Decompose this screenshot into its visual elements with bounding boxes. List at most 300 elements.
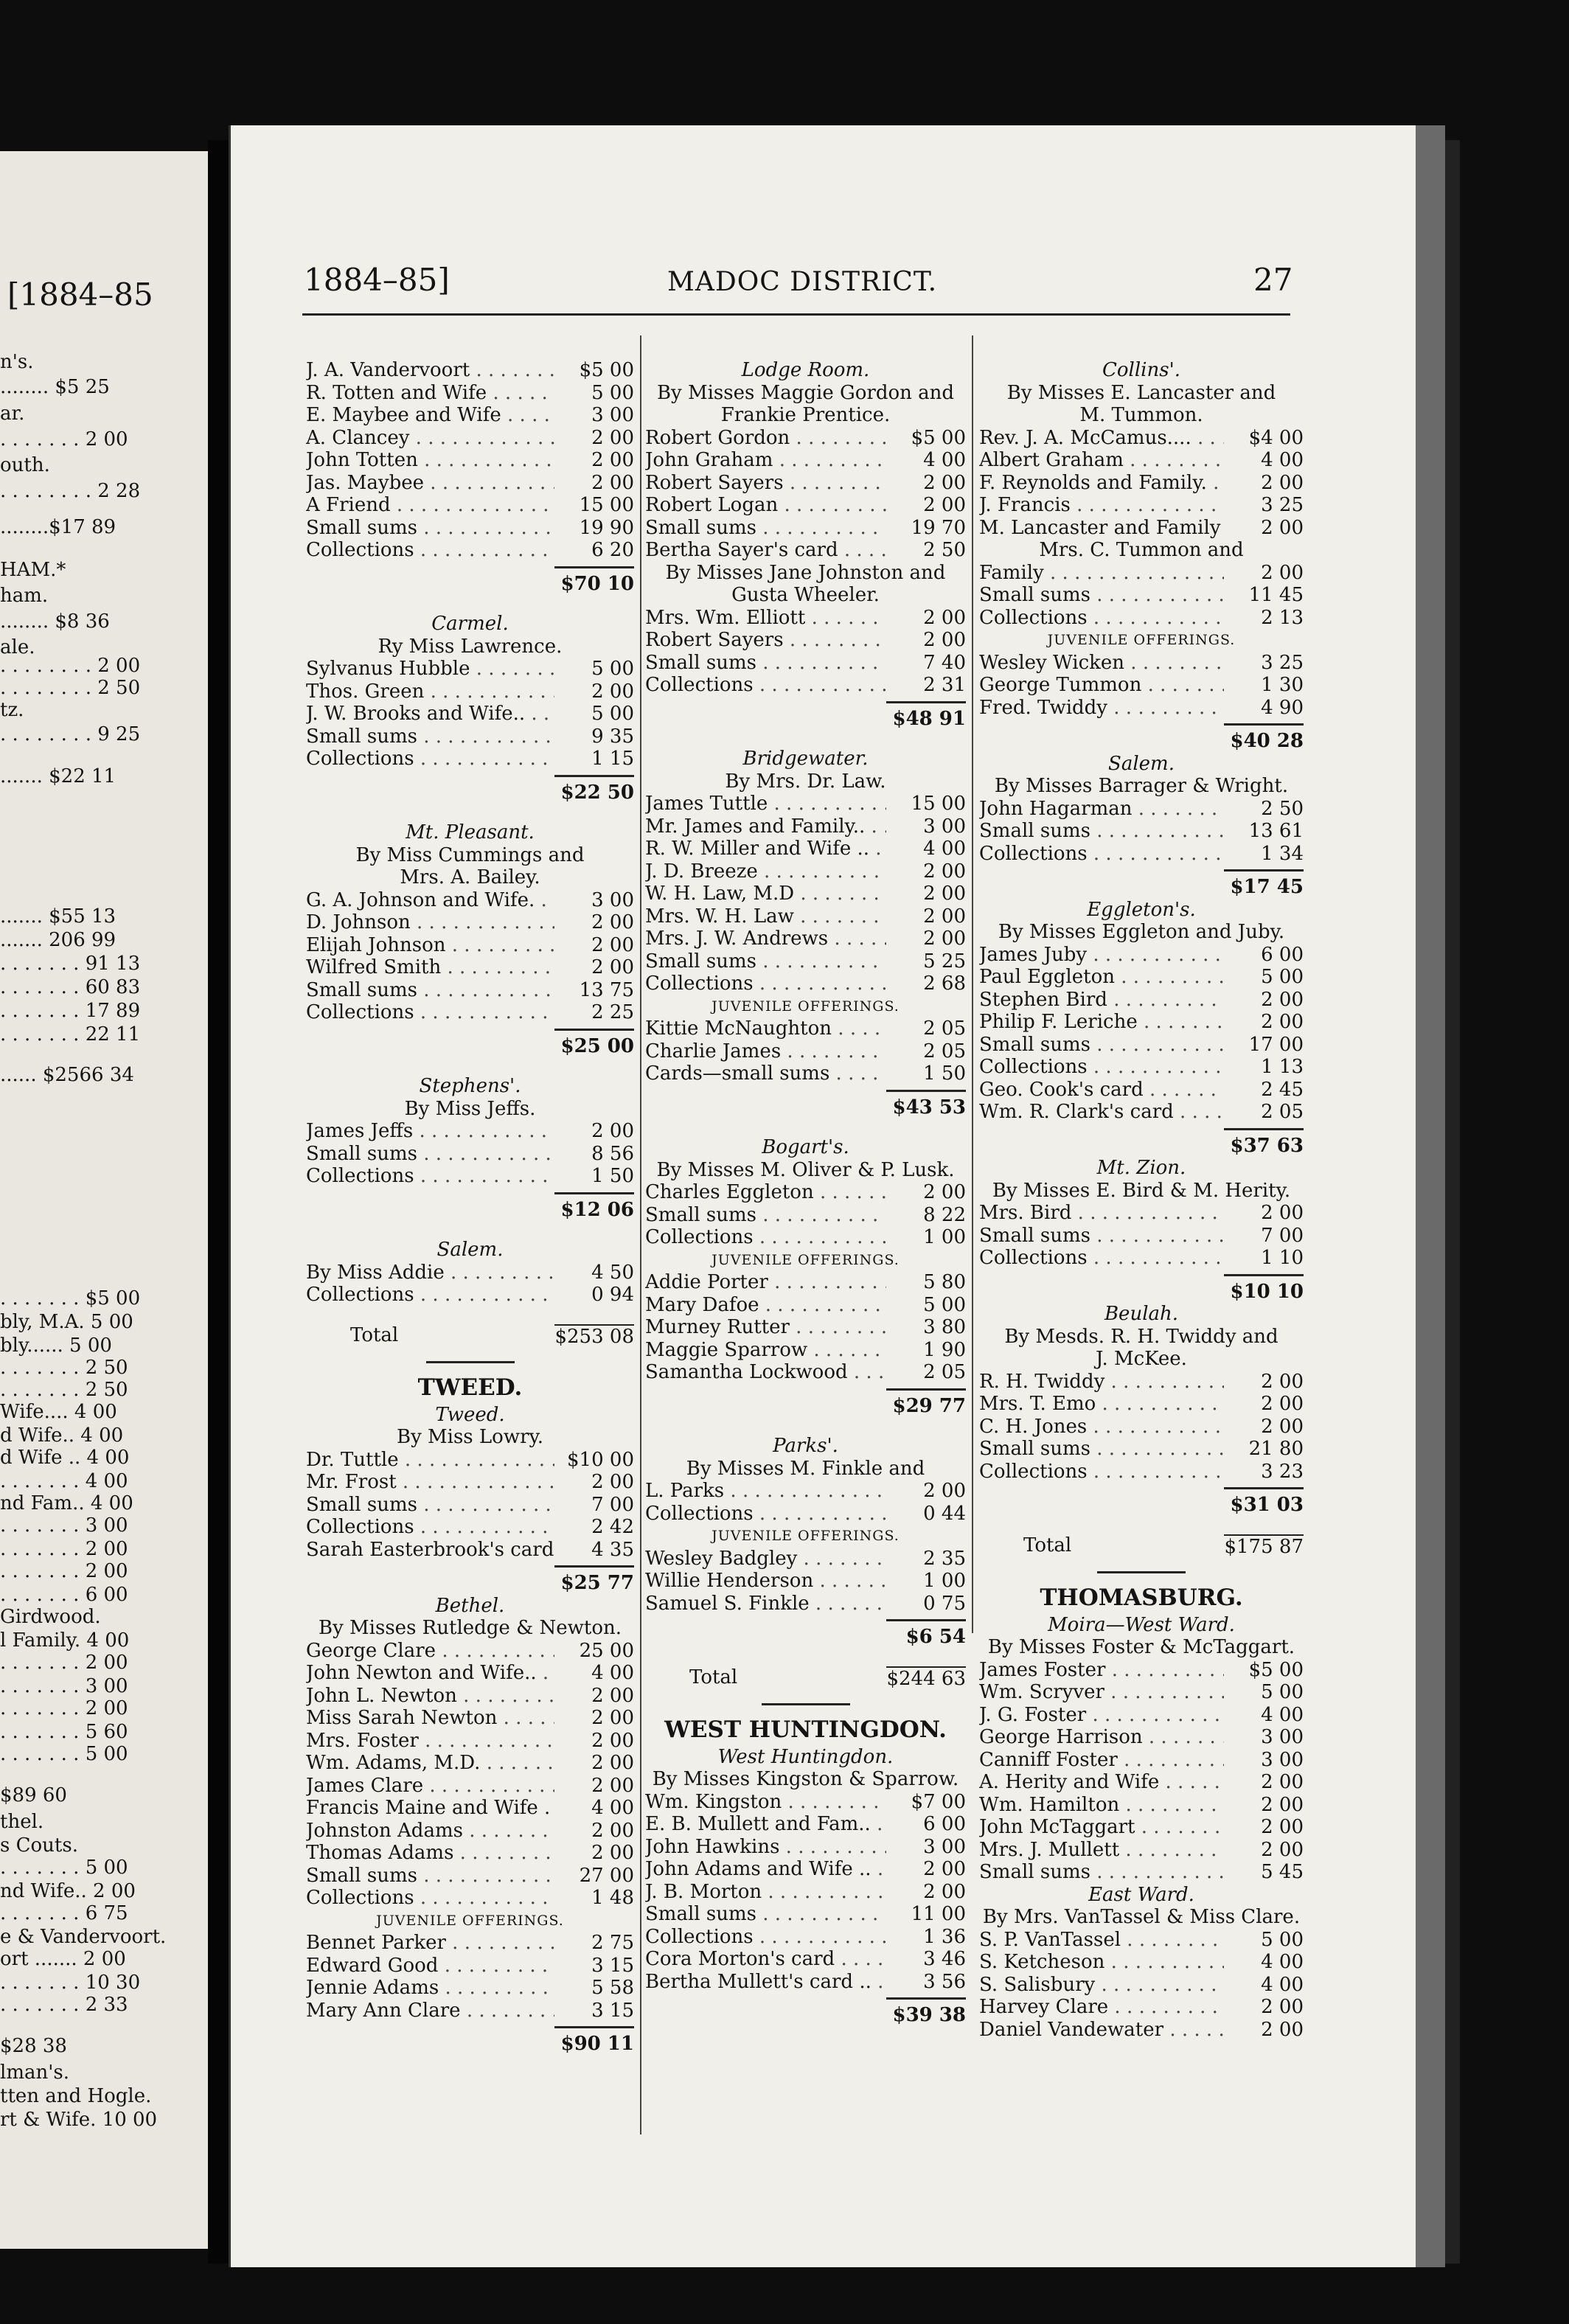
donation-amount: 6 00 xyxy=(1261,943,1304,966)
subtotal xyxy=(979,1270,1304,1304)
left-page-line: . . . . . . . 60 83 xyxy=(0,976,141,998)
ledger-entry xyxy=(979,652,1304,675)
place-heading: Salem. xyxy=(436,1239,504,1261)
donation-amount: 3 00 xyxy=(1261,1726,1304,1748)
donor-name: Collections . . . xyxy=(306,1284,554,1307)
donor-name: Mrs. J. W. Andrews . . . xyxy=(645,928,886,950)
donation-amount: 4 00 xyxy=(1261,1973,1304,1996)
left-page-line: $28 38 xyxy=(0,2035,67,2057)
ledger-entry xyxy=(979,1951,1304,1974)
ledger-entry xyxy=(979,1461,1304,1483)
ledger-entry xyxy=(645,1836,966,1859)
donor-name: C. H. Jones . . . xyxy=(979,1416,1224,1438)
donation-amount: 2 00 xyxy=(1261,1816,1304,1838)
ledger-entry xyxy=(306,726,634,748)
place-heading: Salem. xyxy=(1108,752,1175,775)
donor-name: Small sums . . . xyxy=(979,1861,1224,1884)
left-page-line: . . . . . . . 2 00 xyxy=(0,428,128,450)
ledger-entry xyxy=(979,2019,1304,2042)
donor-name: James Clare . . . xyxy=(306,1775,554,1798)
donor-name: A. Clancey . . . xyxy=(306,427,554,450)
ledger-entry xyxy=(979,966,1304,989)
juvenile-offerings-heading: JUVENILE OFFERINGS. xyxy=(712,1251,900,1268)
ledger-entry xyxy=(645,539,966,562)
ledger-entry xyxy=(645,883,966,905)
ledger-entry xyxy=(979,1771,1304,1794)
subtotal xyxy=(979,1483,1304,1517)
donor-name: Mary Dafoe . . . xyxy=(645,1294,886,1317)
subtotal-amount: $6 54 xyxy=(886,1619,966,1649)
ledger-entry xyxy=(645,1040,966,1063)
donor-name: Mrs. Wm. Elliott . . . xyxy=(645,607,886,630)
left-page-line: e & Vandervoort. xyxy=(0,1926,167,1948)
donation-amount: 2 00 xyxy=(923,629,966,651)
donation-amount: 5 45 xyxy=(1261,1861,1304,1883)
left-page-line: $89 60 xyxy=(0,1784,67,1806)
donation-amount: 0 75 xyxy=(923,1592,966,1615)
donor-name: Robert Logan . . . xyxy=(645,494,886,517)
ledger-entry xyxy=(979,584,1304,607)
subtotal-amount: $31 03 xyxy=(1224,1487,1304,1517)
donor-name: Mrs. T. Emo . . . xyxy=(979,1393,1224,1416)
donation-amount: $4 00 xyxy=(1248,426,1304,449)
page-edge xyxy=(1416,125,1445,2267)
left-page-line: bly, M.A. 5 00 xyxy=(0,1311,133,1333)
spacer xyxy=(645,1649,966,1666)
ledger-entry xyxy=(306,1887,634,1910)
ledger-entry xyxy=(306,1865,634,1888)
donor-name: Mr. Frost . . . xyxy=(306,1471,554,1494)
donor-name: Small sums . . . xyxy=(306,1143,554,1166)
donation-amount: 7 40 xyxy=(923,651,966,674)
donor-name: James Juby . . . xyxy=(979,944,1224,967)
donor-name: Wesley Wicken . . . xyxy=(979,652,1224,675)
ledger-entry xyxy=(979,1034,1304,1057)
donation-amount: 2 00 xyxy=(923,1858,966,1880)
left-page-line: . . . . . . . 4 00 xyxy=(0,1470,128,1492)
page-header-title: MADOC DISTRICT. xyxy=(667,267,938,297)
collector-line: By Misses M. Finkle and xyxy=(686,1457,925,1480)
spacer xyxy=(306,1057,634,1075)
ledger-entry xyxy=(645,607,966,630)
donor-name: S. Ketcheson . . . xyxy=(979,1951,1224,1974)
ledger-entry xyxy=(306,449,634,472)
left-page-line: . . . . . . . 10 30 xyxy=(0,1972,141,1994)
total-label: Total xyxy=(350,1323,399,1346)
donation-amount: 19 70 xyxy=(911,516,966,539)
place-heading: Bethel. xyxy=(435,1594,505,1617)
donation-amount: 2 00 xyxy=(591,426,634,449)
collector-line: By Miss Lowry. xyxy=(396,1426,544,1448)
collector-line: Ry Miss Lawrence. xyxy=(378,635,563,658)
subtotal xyxy=(645,697,966,731)
left-page-line: . . . . . . . 3 00 xyxy=(0,1675,128,1697)
donation-amount: 4 00 xyxy=(923,449,966,471)
donor-name: Small sums . . . xyxy=(645,517,886,540)
donation-amount: 9 35 xyxy=(591,725,634,748)
juvenile-offerings-heading: JUVENILE OFFERINGS. xyxy=(712,998,900,1015)
donor-name: Small sums . . . xyxy=(645,652,886,675)
place-heading: West Huntingdon. xyxy=(717,1745,894,1768)
ledger-entry xyxy=(645,1062,966,1085)
donor-name: D. Johnson . . . xyxy=(306,911,554,934)
donor-name: Robert Sayers . . . xyxy=(645,472,886,495)
subtotal xyxy=(645,1615,966,1649)
total-label: Total xyxy=(689,1666,738,1688)
left-page-line: . . . . . . . . 9 25 xyxy=(0,723,141,745)
donor-name: Mr. James and Family.. . . . xyxy=(645,815,886,838)
ledger-entry xyxy=(979,607,1304,630)
juvenile-offerings-heading: JUVENILE OFFERINGS. xyxy=(1047,632,1236,648)
collector-line: By Misses E. Lancaster and xyxy=(1006,381,1276,404)
donor-name: John Hawkins . . . xyxy=(645,1836,886,1859)
ledger-entry xyxy=(306,2000,634,2022)
left-page-line: ...... $2566 34 xyxy=(0,1064,134,1086)
donation-amount: 2 00 xyxy=(923,471,966,494)
donation-amount: $7 00 xyxy=(911,1790,966,1813)
donation-amount: 1 90 xyxy=(923,1338,966,1361)
page-edge-shadow xyxy=(1445,140,1460,2264)
left-page-line: . . . . . . . 5 60 xyxy=(0,1721,128,1743)
donor-name: Collections . . . xyxy=(979,1056,1224,1079)
donor-name: J. G. Foster . . . xyxy=(979,1704,1224,1727)
donor-name: Philip F. Leriche . . . xyxy=(979,1011,1224,1034)
donor-name: Francis Maine and Wife . . . . xyxy=(306,1797,554,1820)
collector-line: By Mrs. Dr. Law. xyxy=(725,770,886,793)
left-page-line: ale. xyxy=(0,636,35,658)
spacer xyxy=(306,804,634,821)
donation-amount: 2 00 xyxy=(591,471,634,494)
donation-amount: 5 00 xyxy=(591,658,634,680)
left-page-line: . . . . . . . . 2 28 xyxy=(0,480,141,502)
ledger-entry xyxy=(645,1204,966,1227)
donor-name: Rev. J. A. McCamus.... . . . xyxy=(979,427,1224,450)
ledger-entry xyxy=(306,703,634,726)
collector-line: By Mesds. R. H. Twiddy and xyxy=(1004,1325,1278,1348)
donation-amount: 1 30 xyxy=(1261,674,1304,696)
ledger-entry xyxy=(979,820,1304,843)
ledger-entry xyxy=(306,889,634,912)
donor-name: Small sums . . . xyxy=(979,584,1224,607)
donation-amount: 2 00 xyxy=(1261,1838,1304,1861)
subtotal xyxy=(645,1384,966,1418)
donor-name: Geo. Cook's card . . . xyxy=(979,1079,1224,1102)
donation-amount: 4 00 xyxy=(591,1797,634,1819)
donation-amount: 5 00 xyxy=(923,1293,966,1316)
donation-amount: 2 25 xyxy=(591,1001,634,1023)
donation-amount: 2 05 xyxy=(923,1040,966,1062)
subtotal-amount: $25 00 xyxy=(554,1029,634,1058)
ledger-entry xyxy=(306,1494,634,1517)
donation-amount: 4 00 xyxy=(1261,1703,1304,1726)
ledger-entry xyxy=(645,427,966,450)
ledger-entry xyxy=(306,1685,634,1708)
donor-name: A. Herity and Wife . . . xyxy=(979,1771,1224,1794)
donor-name: John Adams and Wife .. . . . xyxy=(645,1858,886,1881)
juvenile-offerings-heading: JUVENILE OFFERINGS. xyxy=(376,1912,564,1929)
donor-name: George Clare . . . xyxy=(306,1640,554,1663)
donation-amount: 6 20 xyxy=(591,539,634,561)
collector-line: Mrs. A. Bailey. xyxy=(400,866,540,888)
donation-amount: 2 00 xyxy=(1261,516,1304,539)
donation-amount: 4 90 xyxy=(1261,696,1304,719)
donor-name: Wesley Badgley . . . xyxy=(645,1548,886,1570)
ledger-entry xyxy=(306,1262,634,1284)
donor-name: Thos. Green . . . xyxy=(306,681,554,703)
ledger-entry xyxy=(979,843,1304,866)
left-page-line: lman's. xyxy=(0,2062,69,2084)
ledger-entry xyxy=(979,1438,1304,1461)
donation-amount: 2 00 xyxy=(591,1774,634,1797)
donor-name: Small sums . . . xyxy=(645,950,886,973)
donation-amount: 2 00 xyxy=(1261,1393,1304,1415)
donor-name: Small sums . . . xyxy=(979,820,1224,843)
donor-name: John Totten . . . xyxy=(306,449,554,472)
ledger-entry xyxy=(306,1797,634,1820)
ledger-entry xyxy=(645,1570,966,1593)
donor-name: Sarah Easterbrook's card . . . xyxy=(306,1539,554,1562)
subtotal-amount: $25 77 xyxy=(554,1565,634,1595)
left-page-line: ........ $8 36 xyxy=(0,610,110,633)
donation-amount: 2 45 xyxy=(1261,1078,1304,1101)
spacer xyxy=(306,1221,634,1239)
ledger-entry xyxy=(979,1393,1304,1416)
left-page-line: ar. xyxy=(0,403,25,425)
donor-name: Mrs. W. H. Law . . . xyxy=(645,905,886,928)
donation-amount: 2 00 xyxy=(923,860,966,883)
ledger-entry xyxy=(306,979,634,1002)
ledger-entry xyxy=(306,1449,634,1472)
ledger-entry xyxy=(645,1503,966,1525)
donation-amount: 2 00 xyxy=(1261,1771,1304,1793)
book-gutter xyxy=(208,140,229,2264)
place-heading: Mt. Pleasant. xyxy=(406,821,535,843)
ledger-entry xyxy=(645,973,966,995)
donation-amount: 7 00 xyxy=(1261,1224,1304,1247)
ledger-entry xyxy=(306,1143,634,1166)
left-page-line: ....... $55 13 xyxy=(0,905,116,928)
place-heading: Lodge Room. xyxy=(741,359,870,381)
donation-amount: 2 50 xyxy=(923,539,966,561)
donor-name: Bennet Parker . . . xyxy=(306,1932,554,1955)
donor-name: Mrs. Foster . . . xyxy=(306,1730,554,1753)
ledger-entry xyxy=(306,1284,634,1307)
donation-amount: 2 00 xyxy=(591,449,634,471)
donation-amount: 3 15 xyxy=(591,1954,634,1977)
subtotal xyxy=(645,1085,966,1119)
donor-name: Daniel Vandewater . . . xyxy=(979,2019,1224,2042)
spacer xyxy=(306,1307,634,1324)
ledger-entry xyxy=(645,1791,966,1814)
donor-name: W. H. Law, M.D . . . xyxy=(645,883,886,905)
place-heading: Stephens'. xyxy=(419,1075,521,1097)
donor-name: John Newton and Wife.. . . . xyxy=(306,1662,554,1685)
place-heading: Mt. Zion. xyxy=(1096,1157,1186,1179)
donation-amount: 2 00 xyxy=(1261,1793,1304,1816)
left-page-line: . . . . . . . 6 75 xyxy=(0,1902,128,1924)
ledger-entry xyxy=(645,793,966,815)
donation-amount: 2 00 xyxy=(591,1684,634,1707)
donor-name: R. W. Miller and Wife .. . . . xyxy=(645,838,886,860)
donor-name: By Miss Addie . . . xyxy=(306,1262,554,1284)
left-page-line: . . . . . . . 2 00 xyxy=(0,1538,128,1560)
donor-name: Wilfred Smith . . . xyxy=(306,956,554,979)
collector-line: By Miss Cummings and xyxy=(355,843,585,866)
ledger-entry xyxy=(979,1247,1304,1270)
ledger-entry xyxy=(306,1662,634,1685)
ledger-entry xyxy=(645,838,966,860)
left-page-line: nd Wife.. 2 00 xyxy=(0,1880,136,1902)
collector-line: By Misses M. Oliver & P. Lusk. xyxy=(656,1158,955,1181)
donation-amount: 2 05 xyxy=(923,1361,966,1383)
donor-name: Collections . . . xyxy=(306,748,554,770)
ledger-entry xyxy=(306,1001,634,1024)
ledger-entry xyxy=(306,1730,634,1753)
ledger-entry xyxy=(979,1659,1304,1682)
donor-name: J. B. Morton . . . xyxy=(645,1881,886,1904)
ledger-entry xyxy=(645,1226,966,1249)
donation-amount: 0 94 xyxy=(591,1284,634,1306)
ledger-entry xyxy=(979,1704,1304,1727)
donation-amount: 11 00 xyxy=(911,1903,966,1925)
donor-name: Wm. Scryver . . . xyxy=(979,1681,1224,1704)
donor-name: Small sums . . . xyxy=(306,1865,554,1888)
donation-amount: 2 35 xyxy=(923,1547,966,1570)
donor-name: J. W. Brooks and Wife.. . . . xyxy=(306,703,554,726)
total-amount: $244 63 xyxy=(886,1667,966,1690)
ledger-entry xyxy=(645,1926,966,1949)
left-page-line: n's. xyxy=(0,351,34,373)
ledger-column-2 xyxy=(645,359,966,2027)
donor-name: Jennie Adams . . . xyxy=(306,1977,554,2000)
donor-name: Jas. Maybee . . . xyxy=(306,472,554,495)
donor-name: Small sums . . . xyxy=(979,1225,1224,1248)
ledger-entry xyxy=(979,1202,1304,1225)
left-page-line: s Couts. xyxy=(0,1834,78,1857)
donor-name: Collections . . . xyxy=(979,843,1224,866)
ledger-entry xyxy=(645,472,966,495)
collector-line: By Misses Kingston & Sparrow. xyxy=(652,1768,959,1790)
ledger-entry xyxy=(979,674,1304,697)
ledger-entry xyxy=(645,449,966,472)
ledger-entry xyxy=(979,697,1304,720)
subtotal-amount: $40 28 xyxy=(1224,723,1304,753)
left-page-line: . . . . . . . 2 00 xyxy=(0,1652,128,1674)
ledger-entry xyxy=(306,658,634,681)
donor-name: John L. Newton . . . xyxy=(306,1685,554,1708)
left-page-line: tten and Hogle. xyxy=(0,2085,152,2107)
ledger-entry xyxy=(979,1416,1304,1438)
donation-amount: 2 00 xyxy=(591,1471,634,1493)
left-page-line: . . . . . . . 17 89 xyxy=(0,1000,141,1022)
left-page-line: thel. xyxy=(0,1811,44,1833)
donor-name: Family . . . xyxy=(979,562,1224,585)
page-header-year: 1884–85] xyxy=(304,262,450,298)
ledger-entry xyxy=(979,517,1304,540)
ledger-entry xyxy=(979,1101,1304,1124)
donation-amount: 15 00 xyxy=(911,793,966,815)
donation-amount: 3 25 xyxy=(1261,651,1304,674)
donation-amount: 5 25 xyxy=(923,950,966,973)
donor-name: James Jeffs . . . xyxy=(306,1120,554,1143)
donation-amount: 1 00 xyxy=(923,1570,966,1592)
ledger-entry xyxy=(979,1794,1304,1817)
total-label: Total xyxy=(1023,1534,1072,1556)
donation-amount: 2 00 xyxy=(591,1752,634,1774)
collector-line: By Misses Jane Johnston and xyxy=(665,561,946,584)
left-page-line: . . . . . . . $5 00 xyxy=(0,1287,141,1309)
left-page-line: tz. xyxy=(0,699,24,721)
donor-name: R. Totten and Wife . . . xyxy=(306,382,554,405)
subtotal xyxy=(979,1124,1304,1158)
left-page-line: bly...... 5 00 xyxy=(0,1335,112,1357)
subtotal-amount: $29 77 xyxy=(886,1388,966,1418)
left-page-line: outh. xyxy=(0,454,50,476)
left-page-header: [1884–85 xyxy=(7,276,153,313)
donation-amount: 17 00 xyxy=(1248,1033,1304,1056)
donor-name: Bertha Sayer's card . . . xyxy=(645,539,886,562)
ledger-entry xyxy=(979,1681,1304,1704)
ledger-entry xyxy=(306,1707,634,1730)
left-page-line: . . . . . . . 2 50 xyxy=(0,1357,128,1379)
ledger-entry xyxy=(306,427,634,450)
donor-name: R. H. Twiddy . . . xyxy=(979,1371,1224,1394)
ledger-entry xyxy=(645,1294,966,1317)
donation-amount: 2 00 xyxy=(1261,988,1304,1011)
ledger-entry xyxy=(979,1861,1304,1884)
donor-name: John Graham . . . xyxy=(645,449,886,472)
donation-amount: 3 25 xyxy=(1261,494,1304,516)
ledger-entry xyxy=(306,359,634,382)
donation-amount: 21 80 xyxy=(1248,1438,1304,1460)
subtotal xyxy=(306,770,634,804)
ledger-entry xyxy=(645,1881,966,1904)
ledger-entry xyxy=(979,427,1304,450)
donation-amount: 25 00 xyxy=(579,1639,634,1662)
donation-amount: 4 00 xyxy=(1261,1951,1304,1973)
ledger-entry xyxy=(306,956,634,979)
donation-amount: 3 56 xyxy=(923,1970,966,1993)
donor-name: Collections . . . xyxy=(979,1247,1224,1270)
left-page-line: ....... $22 11 xyxy=(0,765,116,787)
donor-name: Wm. Adams, M.D. . . . xyxy=(306,1752,554,1775)
donor-name: Stephen Bird . . . xyxy=(979,989,1224,1012)
left-page-line: . . . . . . . 2 33 xyxy=(0,1994,128,2016)
subtotal-amount: $10 10 xyxy=(1224,1274,1304,1304)
ledger-entry xyxy=(306,1955,634,1977)
ledger-entry xyxy=(979,449,1304,472)
donation-amount: 5 00 xyxy=(591,381,634,404)
collector-line: By Misses E. Bird & M. Herity. xyxy=(992,1179,1291,1202)
donor-name: Johnston Adams . . . xyxy=(306,1820,554,1843)
donation-amount: 3 80 xyxy=(923,1316,966,1338)
collector-line: By Misses Rutledge & Newton. xyxy=(319,1617,622,1639)
spacer xyxy=(979,1517,1304,1534)
circuit-heading: THOMASBURG. xyxy=(1040,1584,1243,1611)
ledger-entry xyxy=(306,934,634,957)
donation-amount: 13 61 xyxy=(1248,820,1304,842)
ledger-entry xyxy=(979,494,1304,517)
ledger-entry xyxy=(979,1079,1304,1102)
left-page-line: . . . . . . . 2 00 xyxy=(0,1697,128,1719)
donation-amount: 3 00 xyxy=(923,1835,966,1858)
ledger-entry xyxy=(306,472,634,495)
donor-name: Charles Eggleton . . . xyxy=(645,1181,886,1204)
donation-amount: 15 00 xyxy=(579,494,634,516)
donation-amount: 5 00 xyxy=(1261,1681,1304,1703)
ledger-entry xyxy=(979,1749,1304,1772)
ledger-entry xyxy=(306,517,634,540)
